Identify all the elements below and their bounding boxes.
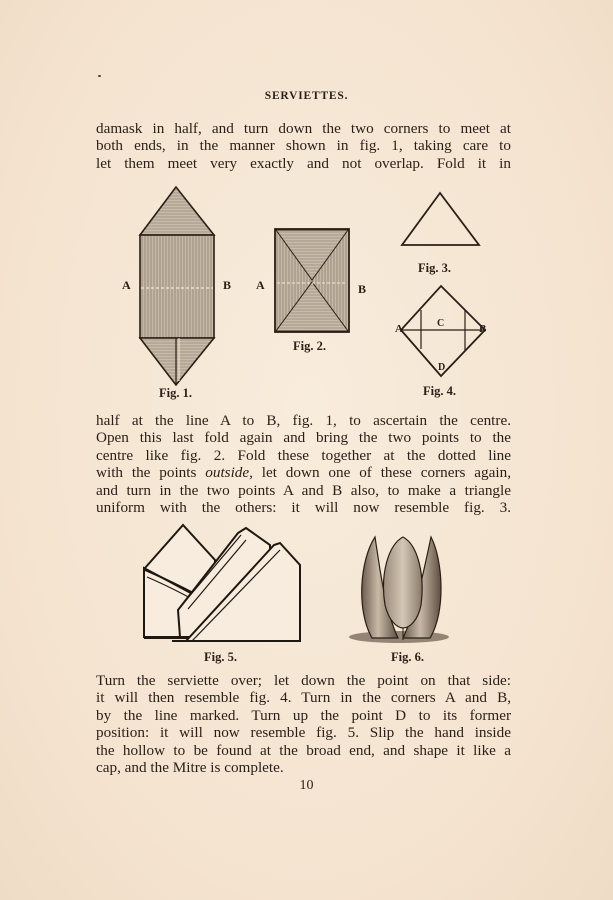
fig3-triangle: [402, 193, 479, 245]
fig4-label-b: B: [479, 323, 487, 335]
text-line: Turn the serviette over; let down the point on that side:: [96, 672, 511, 689]
fig6-center-petal: [384, 537, 423, 628]
text-line: half at the line A to B, fig. 1, to ascertain the centre.: [96, 412, 511, 429]
fig6-drawing: [349, 537, 449, 643]
fig1-label-a: A: [122, 278, 131, 292]
text-line: let them meet very exactly and not overlap. Fold it in: [96, 154, 511, 172]
fig4-label-a: A: [395, 323, 403, 335]
page-number: 10: [299, 778, 314, 793]
fig1-bottom-triangle: [140, 338, 214, 385]
text-run: let down one of these corners again,: [252, 464, 511, 482]
text-line-with-italic: [96, 464, 511, 481]
italic-word: outside,: [205, 464, 253, 482]
text-run: with the points: [96, 464, 206, 482]
text-line: uniform with the others: it will now resemble fig. 3.: [96, 499, 511, 517]
fig1-label-b: B: [223, 278, 232, 292]
text-line: Open this last fold again and bring the two points to the: [96, 429, 511, 447]
fig5-caption: Fig. 5.: [204, 650, 237, 664]
fig4-label-d: D: [438, 362, 446, 373]
fig6-caption: Fig. 6.: [391, 650, 424, 664]
text-line: and turn in the two points A and B also, to make a triangle: [96, 481, 511, 499]
text-line: by the line marked. Turn up the point D to its former: [96, 706, 511, 724]
text-line: it will then resemble fig. 4. Turn in the corners A and B,: [96, 689, 511, 707]
text-line: position: it will now resemble fig. 5. Slip the hand inside: [96, 724, 511, 742]
fig2-label-b: B: [358, 282, 367, 296]
fig1-body: [140, 235, 214, 338]
text-line: centre like fig. 2. Fold these together at the dotted line: [96, 446, 511, 464]
fig4-caption: Fig. 4.: [423, 384, 456, 398]
fig2-drawing: [275, 229, 349, 332]
text-line: cap, and the Mitre is complete.: [96, 759, 284, 777]
fig4-label-c: C: [437, 318, 445, 329]
fig1-top-triangle: [140, 187, 214, 235]
fig1-caption: Fig. 1.: [159, 386, 192, 400]
fig2-caption: Fig. 2.: [293, 339, 326, 353]
fig3-caption: Fig. 3.: [418, 261, 451, 275]
paragraph-3: [96, 672, 511, 776]
fig5-drawing: [144, 525, 300, 641]
running-head: SERVIETTES.: [264, 90, 349, 102]
fig3-drawing: [402, 193, 479, 245]
paragraph-2: [96, 412, 511, 516]
text-line: the hollow to be found at the broad end, and shape it like a: [96, 741, 511, 759]
fig1-drawing: [140, 187, 214, 385]
text-line: damask in half, and turn down the two corners to meet at: [96, 120, 511, 137]
fig2-label-a: A: [256, 278, 265, 292]
text-line: both ends, in the manner shown in fig. 1, taking care to: [96, 137, 511, 155]
